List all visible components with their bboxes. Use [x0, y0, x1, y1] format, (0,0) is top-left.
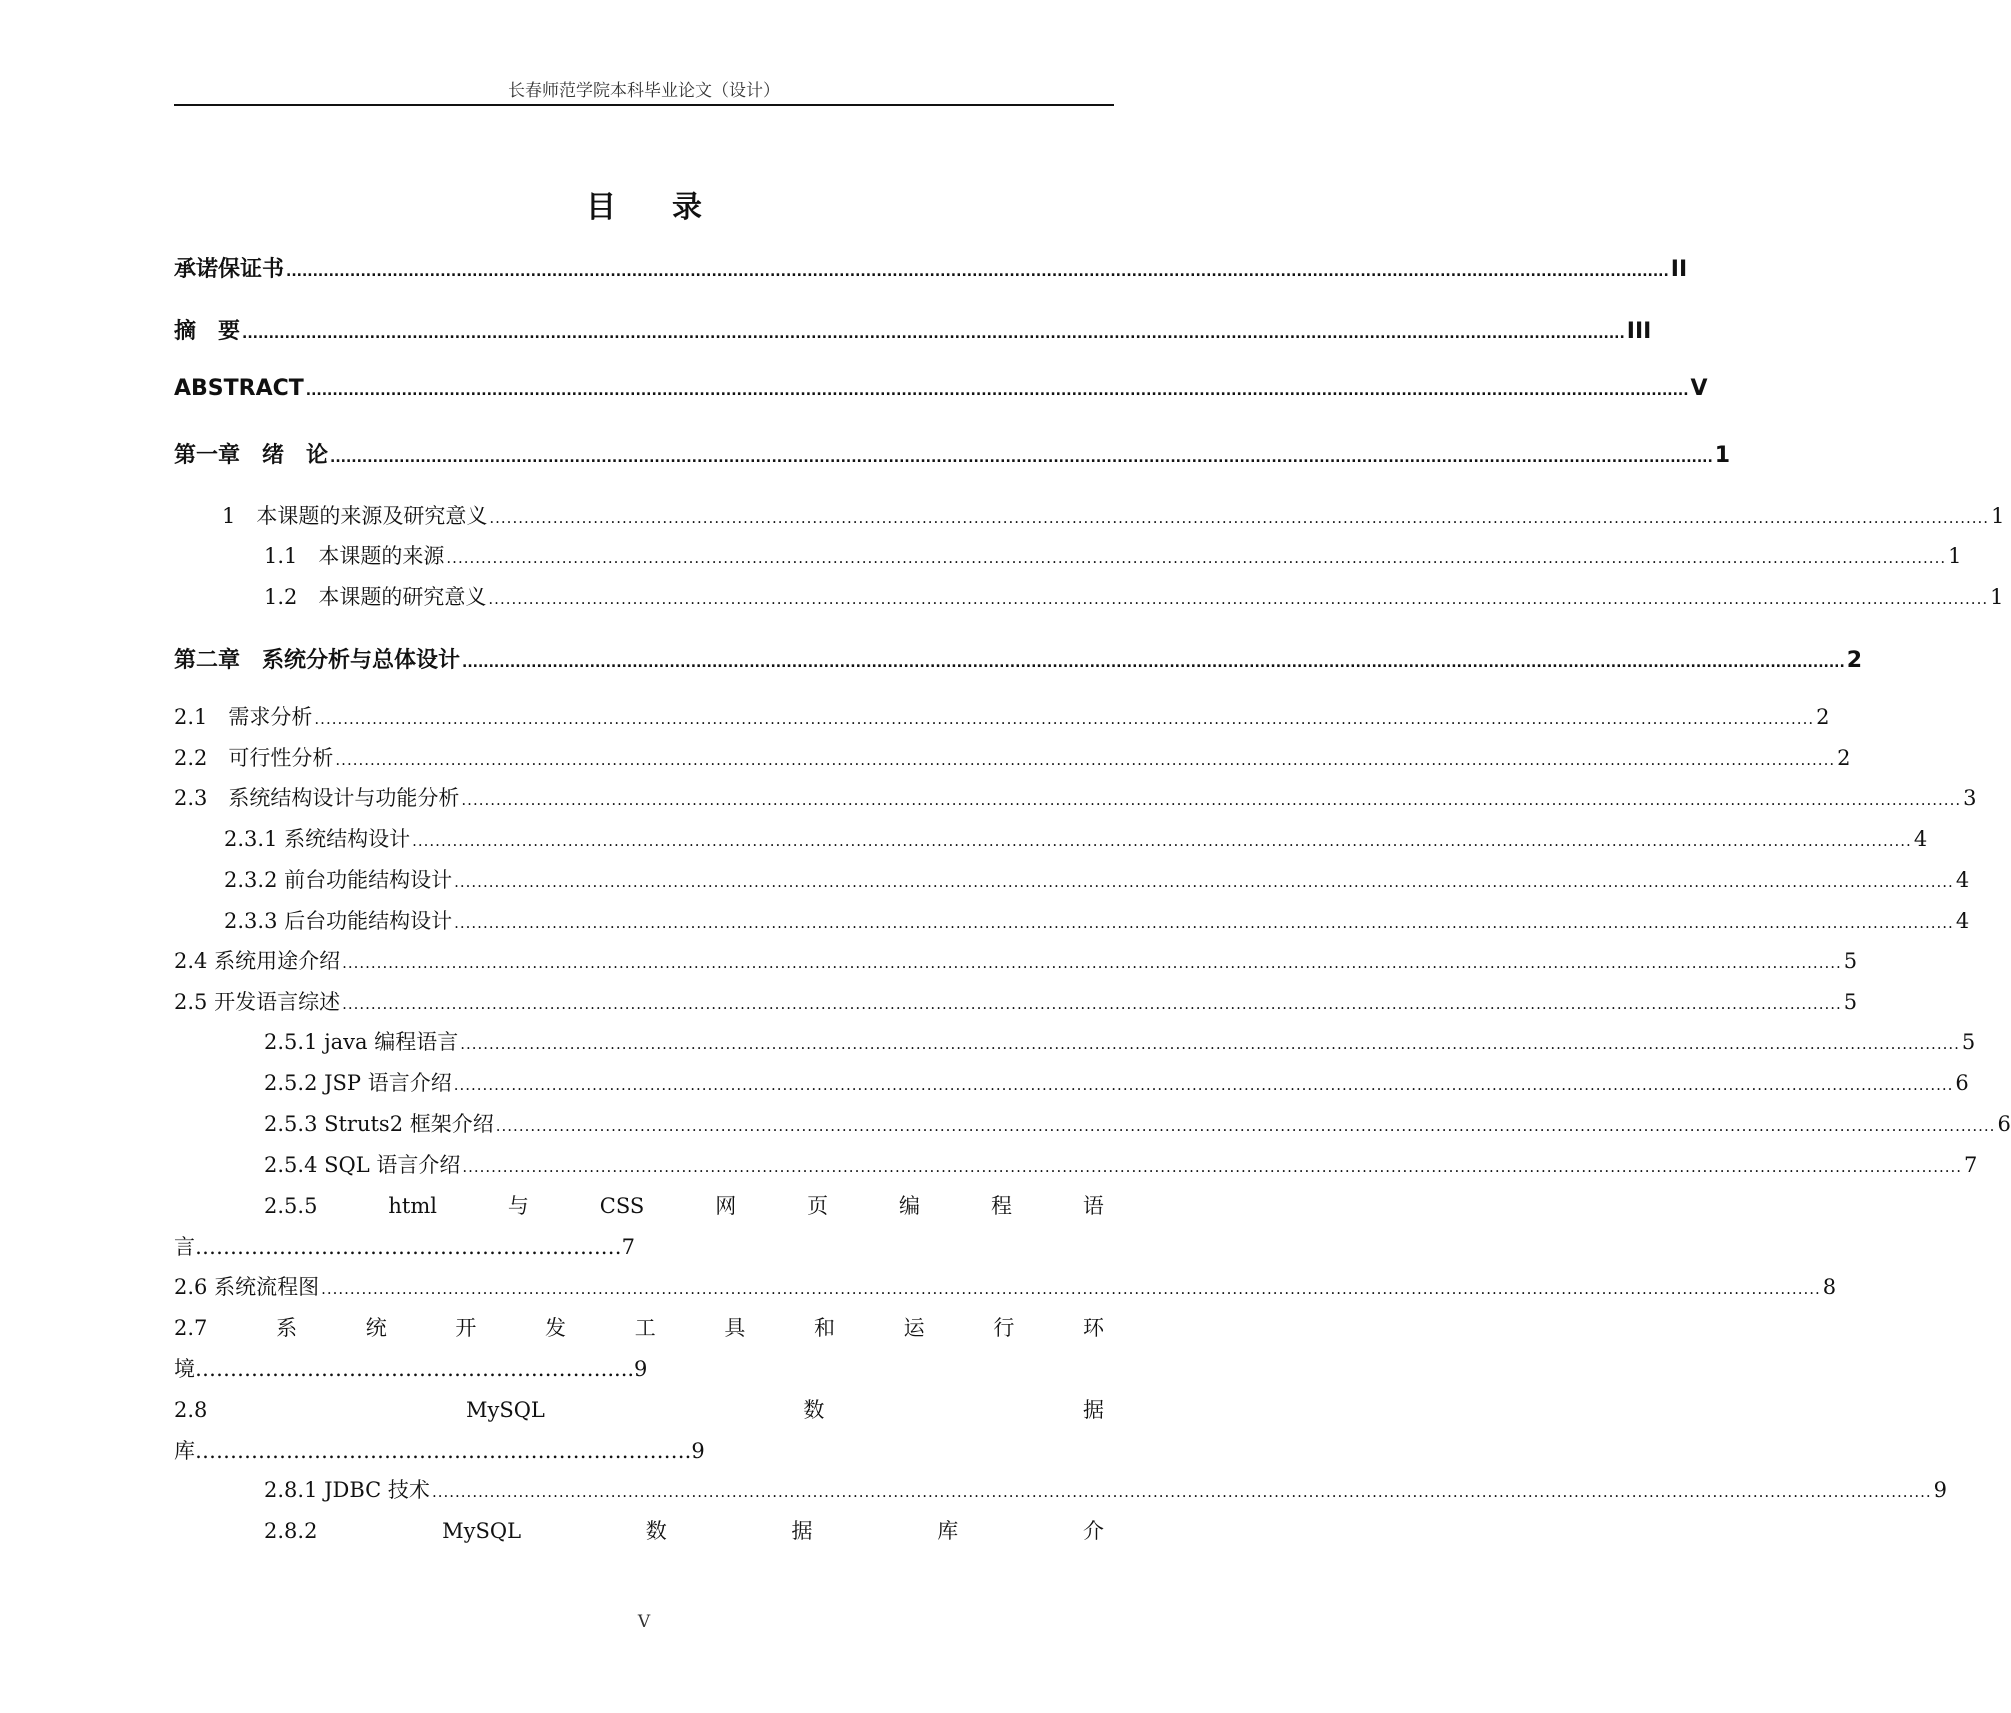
toc-entry-page: 1: [1991, 504, 2005, 528]
dot-leader: ....................................................................................................................................................................................................................................................................: [488, 590, 1989, 608]
toc-entry-continuation[interactable]: 言………………………………………………….…7: [174, 1235, 636, 1259]
toc-entry-word: 行: [993, 1316, 1015, 1340]
dot-leader: ....................................................................................................................................................................................................................................................................: [342, 954, 1842, 972]
toc-entry-page: 9: [1933, 1478, 1948, 1502]
toc-entry[interactable]: [174, 252, 1688, 282]
toc-entry-page: 2: [1846, 648, 1863, 673]
toc-entry[interactable]: [224, 823, 1928, 853]
dot-leader: ....................................................................................................................................................................................................................................................................: [454, 914, 1954, 932]
toc-entry-continuation[interactable]: 库……………………………………….…………………….9: [174, 1439, 705, 1463]
toc-entry-label: 承诺保证书: [174, 257, 285, 282]
toc-entry-label: 2.5.1 java 编程语言: [264, 1030, 459, 1054]
toc-entry-label: 第一章 绪 论: [174, 443, 329, 468]
dot-leader: ....................................................................................................................................................................................................................................................................: [489, 509, 1990, 527]
toc-entry[interactable]: [174, 782, 1977, 812]
toc-entry-page: 8: [1822, 1275, 1837, 1299]
dot-leader: ....................................................................................................................................................................................................................................................................: [462, 1158, 1963, 1176]
toc-entry-page: 7: [1964, 1153, 1978, 1177]
toc-entry-word: 与: [507, 1194, 529, 1218]
toc-entry-justified[interactable]: [264, 1515, 1104, 1545]
toc-entry-page: 6: [1955, 1071, 1969, 1095]
toc-entry-label: 1 本课题的来源及研究意义: [222, 504, 488, 528]
toc-entry[interactable]: [264, 1149, 1978, 1179]
toc-entry-word: 2.5.5: [264, 1194, 318, 1218]
toc-entry[interactable]: [174, 314, 1652, 344]
toc-entry[interactable]: [174, 1271, 1837, 1301]
toc-entry-word: 程: [990, 1194, 1012, 1218]
toc-entry-word: 编: [899, 1194, 921, 1218]
toc-entry-page: 6: [1997, 1112, 2011, 1136]
toc-entry-justified[interactable]: [264, 1190, 1104, 1220]
toc-entry-label: 摘 要: [174, 319, 241, 344]
toc-entry-label: 2.1 需求分析: [174, 705, 313, 729]
toc-entry-label: 2.6 系统流程图: [174, 1275, 320, 1299]
toc-entry-page: 4: [1955, 868, 1970, 892]
toc-entry-word: CSS: [599, 1194, 645, 1218]
toc-entry-label: 第二章 系统分析与总体设计: [174, 648, 461, 673]
toc-entry-word: 据: [791, 1519, 813, 1543]
toc-entry-page: 1: [1990, 585, 2004, 609]
toc-entry-label: 2.3.1 系统结构设计: [224, 827, 411, 851]
dot-leader: ....................................................................................................................................................................................................................................................................: [431, 1483, 1932, 1501]
dot-leader: ....................................................................................................................................................................................................................................................................: [412, 832, 1912, 850]
toc-entry[interactable]: [264, 1067, 1969, 1097]
toc-entry[interactable]: [174, 701, 1830, 731]
toc-entry-justified[interactable]: [174, 1312, 1104, 1342]
dot-leader: ....................................................................................................................................................................................................................................................................: [335, 751, 1836, 769]
toc-entry-label: 2.3 系统结构设计与功能分析: [174, 786, 460, 810]
toc-entry[interactable]: [224, 905, 1970, 935]
toc-entry[interactable]: [174, 643, 1863, 673]
toc-entry[interactable]: [174, 986, 1858, 1016]
toc-entry-word: 网: [715, 1194, 737, 1218]
toc-title: [174, 182, 1114, 226]
toc-entry-label: 2.4 系统用途介绍: [174, 949, 341, 973]
dot-leader: ....................................................................................................................................................................................................................................................................: [454, 873, 1954, 891]
toc-entry-page: 5: [1843, 990, 1858, 1014]
toc-entry-word: 环: [1082, 1316, 1104, 1340]
toc-entry-label: 2.8.1 JDBC 技术: [264, 1478, 430, 1502]
toc-entry-word: 和: [814, 1316, 835, 1340]
toc-entry-label: ABSTRACT: [174, 376, 304, 401]
toc-entry-word: 据: [1082, 1398, 1104, 1422]
toc-entry-word: MySQL: [465, 1398, 545, 1422]
toc-entry[interactable]: [174, 742, 1851, 772]
toc-entry-label: 2.3.2 前台功能结构设计: [224, 868, 453, 892]
toc-entry-page: 2: [1816, 705, 1830, 729]
title-char-2: 录: [672, 190, 702, 225]
toc-entry[interactable]: [264, 540, 1962, 570]
toc-entry-label: 2.2 可行性分析: [174, 746, 334, 770]
toc-entry-label: 1.1 本课题的来源: [264, 544, 445, 568]
toc-entry-word: 工: [634, 1316, 656, 1340]
dot-leader: ....................................................................................................................................................................................................................................................................: [342, 995, 1842, 1013]
toc-entry-page: 1: [1948, 544, 1962, 568]
toc-entry-word: MySQL: [442, 1519, 522, 1543]
toc-entry[interactable]: [264, 581, 2004, 611]
toc-entry-justified[interactable]: [174, 1394, 1104, 1424]
toc-entry-page: 2: [1837, 746, 1851, 770]
toc-entry[interactable]: [264, 1474, 1948, 1504]
dot-leader: ....................................................................................................................................................................................................................................................................: [330, 450, 1713, 466]
dot-leader: ....................................................................................................................................................................................................................................................................: [321, 1280, 1821, 1298]
toc-entry-page: 3: [1963, 786, 1977, 810]
toc-entry-page: 5: [1843, 949, 1858, 973]
toc-entry-label: 2.5.2 JSP 语言介绍: [264, 1071, 452, 1095]
toc-entry-page: 5: [1961, 1030, 1976, 1054]
toc-entry-page: V: [1690, 376, 1708, 401]
toc-entry-continuation[interactable]: 境………………………………………….……….....9: [174, 1357, 648, 1381]
dot-leader: ....................................................................................................................................................................................................................................................................: [286, 264, 1669, 280]
dot-leader: ....................................................................................................................................................................................................................................................................: [460, 1035, 1960, 1053]
title-char-1: 目: [586, 190, 616, 225]
toc-entry-page: III: [1626, 319, 1652, 344]
toc-entry[interactable]: [174, 376, 1708, 406]
dot-leader: ....................................................................................................................................................................................................................................................................: [495, 1117, 1996, 1135]
toc-entry-word: 2.8.2: [264, 1519, 318, 1543]
dot-leader: ....................................................................................................................................................................................................................................................................: [461, 791, 1962, 809]
header-rule: [174, 104, 1114, 106]
toc-entry-word: 统: [365, 1316, 387, 1340]
toc-entry-word: 发: [545, 1316, 567, 1340]
toc-entry-word: 数: [803, 1398, 825, 1422]
toc-entry[interactable]: [264, 1026, 1976, 1056]
page-number: V: [637, 1612, 651, 1632]
toc-entry[interactable]: [174, 438, 1731, 468]
toc-entry-label: 2.5.3 Struts2 框架介绍: [264, 1112, 494, 1136]
toc-entry[interactable]: [174, 945, 1858, 975]
toc-entry[interactable]: [222, 500, 2005, 530]
toc-entry-word: 语: [1082, 1194, 1104, 1218]
toc-entry-word: 运: [903, 1316, 925, 1340]
toc-entry-word: 2.7: [174, 1316, 208, 1340]
toc-entry-word: 2.8: [174, 1398, 208, 1422]
toc-entry-word: html: [388, 1194, 437, 1218]
toc-entry[interactable]: [224, 864, 1970, 894]
dot-leader: ....................................................................................................................................................................................................................................................................: [453, 1076, 1954, 1094]
toc-entry-word: 开: [455, 1316, 477, 1340]
toc-entry-label: 2.5 开发语言综述: [174, 990, 341, 1014]
toc-entry-page: 4: [1913, 827, 1928, 851]
running-header: 长春师范学院本科毕业论文（设计）: [508, 81, 780, 101]
toc-entry-word: 具: [724, 1316, 746, 1340]
toc-entry-word: 介: [1082, 1519, 1104, 1543]
dot-leader: ....................................................................................................................................................................................................................................................................: [446, 549, 1947, 567]
toc-entry[interactable]: [264, 1108, 2011, 1138]
toc-entry-word: 库: [937, 1519, 959, 1543]
dot-leader: ....................................................................................................................................................................................................................................................................: [314, 710, 1815, 728]
toc-entry-label: 2.5.4 SQL 语言介绍: [264, 1153, 461, 1177]
toc-entry-label: 1.2 本课题的研究意义: [264, 585, 487, 609]
toc-entry-word: 数: [645, 1519, 667, 1543]
dot-leader: ....................................................................................................................................................................................................................................................................: [462, 655, 1845, 671]
dot-leader: ....................................................................................................................................................................................................................................................................: [242, 326, 1625, 342]
toc-entry-word: 系: [276, 1316, 298, 1340]
toc-entry-label: 2.3.3 后台功能结构设计: [224, 909, 453, 933]
toc-entry-word: 页: [807, 1194, 829, 1218]
toc-entry-page: 4: [1955, 909, 1970, 933]
toc-entry-page: 1: [1714, 443, 1731, 468]
dot-leader: ....................................................................................................................................................................................................................................................................: [305, 383, 1689, 399]
toc-entry-page: II: [1670, 257, 1688, 282]
